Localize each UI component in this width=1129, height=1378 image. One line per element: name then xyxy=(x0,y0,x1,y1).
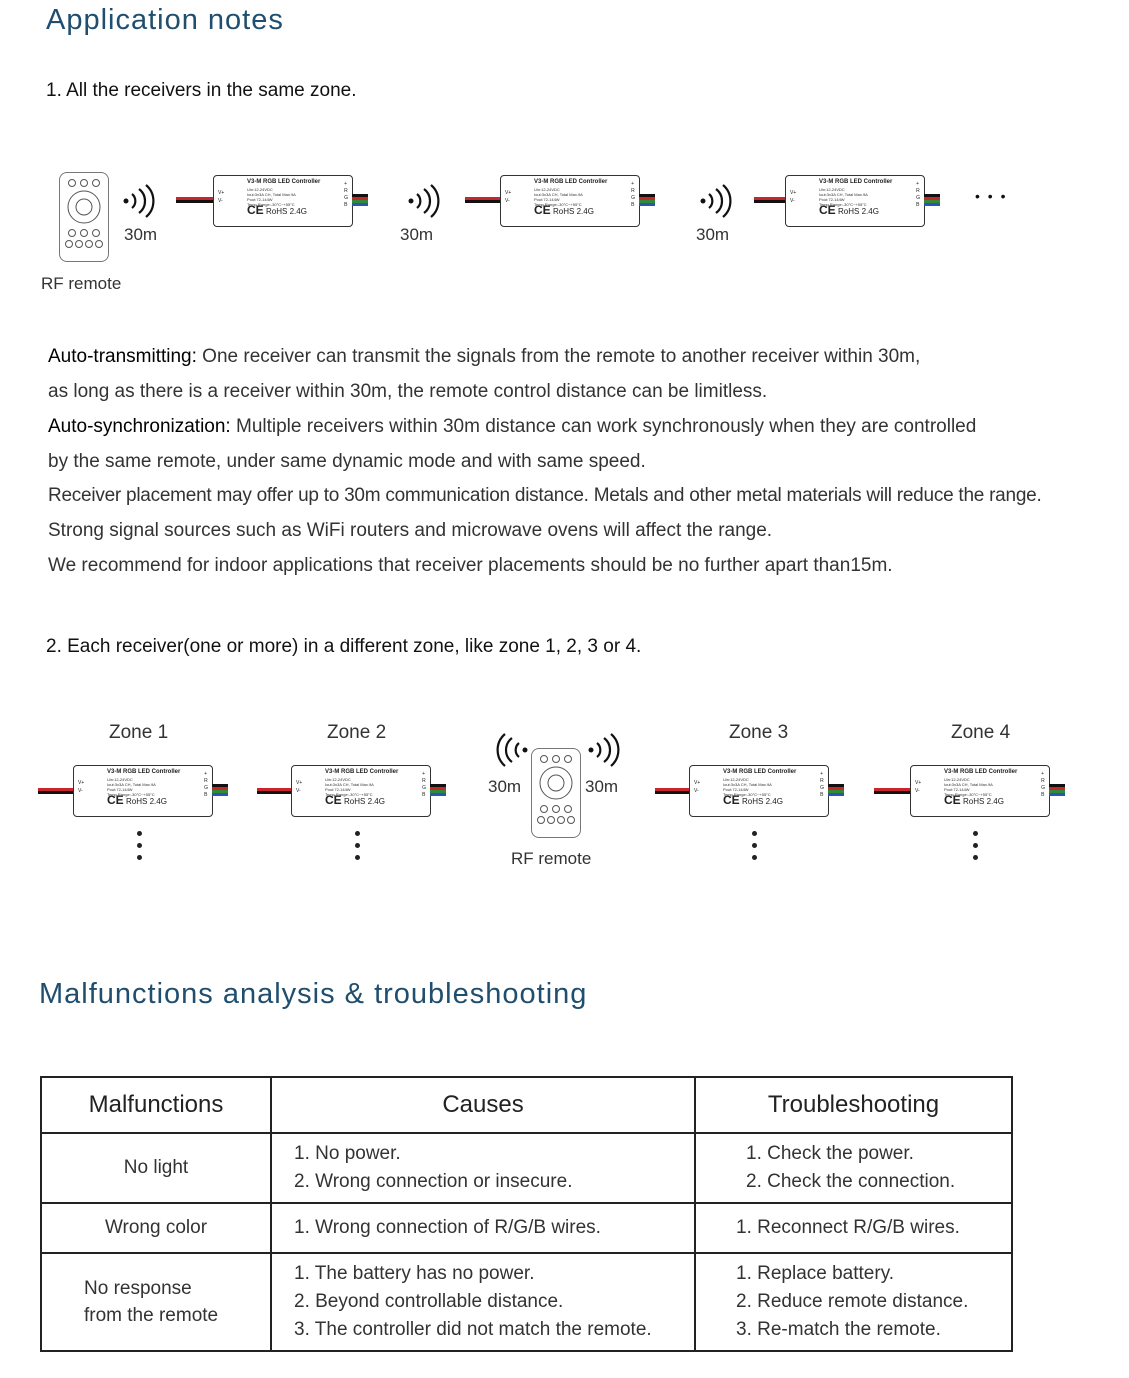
fixes-cell: 1. Replace battery. 2. Reduce remote distance. 3. Re-match the remote. xyxy=(695,1253,1012,1351)
controller-v3m: V3-M RGB LED Controller Uin:12-24VDC Iout:3x3A CH, Total Max.9A Pout:72-144W Temp Range:-30°C~+55°C CE RoHS 2.4G V+ V- + R G B xyxy=(785,175,925,227)
malfunction-cell: Wrong color xyxy=(41,1203,271,1253)
section-title-malfunctions: Malfunctions analysis & troubleshooting xyxy=(39,978,588,1010)
input-wire xyxy=(655,788,690,794)
paragraph-line: Strong signal sources such as WiFi routers and microwave ovens will affect the range. xyxy=(48,520,773,541)
remote-buttons-icon xyxy=(532,749,580,837)
distance-label: 30m xyxy=(124,225,158,244)
input-wire xyxy=(874,788,911,794)
signal-waves-left-icon xyxy=(494,733,530,767)
vertical-dot xyxy=(355,831,360,836)
vertical-dot xyxy=(137,843,142,848)
table-row xyxy=(41,1133,1012,1203)
rf-remote-label: RF remote xyxy=(41,274,122,293)
vertical-dot xyxy=(355,843,360,848)
causes-cell: 1. No power. 2. Wrong connection or insecure. xyxy=(271,1133,695,1203)
input-wire xyxy=(176,197,214,203)
table-row xyxy=(41,1203,1012,1253)
vertical-dot xyxy=(752,831,757,836)
paragraph-line: by the same remote, under same dynamic mode and with same speed. xyxy=(48,451,646,472)
input-wire xyxy=(754,197,786,203)
rgb-output-wire xyxy=(1049,784,1065,796)
controller-v3m: V3-M RGB LED Controller Uin:12-24VDC Iout:3x3A CH, Total Max.9A Pout:72-144W Temp Range:-30°C~+55°C CE RoHS 2.4G V+ V- + R G B xyxy=(500,175,640,227)
rgb-output-wire xyxy=(924,194,940,206)
rgb-output-wire xyxy=(639,194,655,206)
distance-label: 30m xyxy=(488,777,522,796)
controller-v3m: V3-M RGB LED Controller Uin:12-24VDC Iout:3x3A CH, Total Max.9A Pout:72-144W Temp Range:-30°C~+55°C CE RoHS 2.4G V+ V- + R G B xyxy=(213,175,353,227)
rgb-output-wire xyxy=(352,194,368,206)
controller-v3m: V3-M RGB LED Controller Uin:12-24VDC Iout:3x3A CH, Total Max.9A Pout:72-144W Temp Range:-30°C~+55°C CE RoHS 2.4G V+ V- + R G B xyxy=(291,765,431,817)
paragraph-line: We recommend for indoor applications that receiver placements should be no further apart than15m. xyxy=(48,555,893,576)
paragraph-line: as long as there is a receiver within 30m, the remote control distance can be limitless. xyxy=(48,381,768,402)
input-wire xyxy=(465,197,501,203)
vertical-dot xyxy=(137,831,142,836)
signal-waves-icon xyxy=(406,184,442,218)
zone-label: Zone 1 xyxy=(109,722,169,743)
distance-label: 30m xyxy=(585,777,619,796)
signal-waves-right-icon xyxy=(586,733,622,767)
continuation-dots: • • • xyxy=(975,188,1008,204)
zone-label: Zone 2 xyxy=(327,722,387,743)
paragraph-line: Receiver placement may offer up to 30m communication distance. Metals and other metal materials will reduce the range. xyxy=(48,485,1042,506)
causes-cell: 1. Wrong connection of R/G/B wires. xyxy=(271,1203,695,1253)
distance-label: 30m xyxy=(400,225,434,244)
auto-transmitting-line: Auto-transmitting: One receiver can transmit the signals from the remote to another receiver within 30m, xyxy=(48,346,921,367)
vertical-dot xyxy=(137,855,142,860)
rf-remote-label: RF remote xyxy=(511,849,592,868)
table-row xyxy=(41,1253,1012,1351)
vertical-dot xyxy=(973,843,978,848)
fixes-cell: 1. Reconnect R/G/B wires. xyxy=(695,1203,1012,1253)
rf-remote-image xyxy=(59,172,109,262)
header-causes: Causes xyxy=(271,1077,695,1133)
vertical-dot xyxy=(355,855,360,860)
rgb-output-wire xyxy=(212,784,228,796)
signal-waves-icon xyxy=(121,184,157,218)
controller-v3m: V3-M RGB LED Controller Uin:12-24VDC Iout:3x3A CH, Total Max.9A Pout:72-144W Temp Range:-30°C~+55°C CE RoHS 2.4G V+ V- + R G B xyxy=(910,765,1050,817)
zone-label: Zone 3 xyxy=(729,722,789,743)
vertical-dot xyxy=(752,843,757,848)
controller-v3m: V3-M RGB LED Controller Uin:12-24VDC Iout:3x3A CH, Total Max.9A Pout:72-144W Temp Range:-30°C~+55°C CE RoHS 2.4G V+ V- + R G B xyxy=(73,765,213,817)
controller-v3m: V3-M RGB LED Controller Uin:12-24VDC Iout:3x3A CH, Total Max.9A Pout:72-144W Temp Range:-30°C~+55°C CE RoHS 2.4G V+ V- + R G B xyxy=(689,765,829,817)
malfunction-cell: No response from the remote xyxy=(41,1253,271,1351)
malfunction-cell: No light xyxy=(41,1133,271,1203)
rf-remote-image xyxy=(531,748,581,838)
header-malfunctions: Malfunctions xyxy=(41,1077,271,1133)
vertical-dot xyxy=(973,831,978,836)
section-title-application-notes: Application notes xyxy=(46,4,284,36)
distance-label: 30m xyxy=(696,225,730,244)
signal-waves-icon xyxy=(698,184,734,218)
input-wire xyxy=(38,788,74,794)
note-1-heading: 1. All the receivers in the same zone. xyxy=(46,80,357,101)
troubleshooting-table xyxy=(40,1076,1013,1352)
vertical-dot xyxy=(752,855,757,860)
rgb-output-wire xyxy=(828,784,844,796)
remote-buttons-icon xyxy=(60,173,108,261)
input-wire xyxy=(257,788,292,794)
causes-cell: 1. The battery has no power. 2. Beyond controllable distance. 3. The controller did not match the remote. xyxy=(271,1253,695,1351)
rgb-output-wire xyxy=(430,784,446,796)
table-header-row xyxy=(41,1077,1012,1133)
auto-synchronization-line: Auto-synchronization: Multiple receivers within 30m distance can work synchronously when they are controlled xyxy=(48,416,977,437)
zone-label: Zone 4 xyxy=(951,722,1011,743)
note-2-heading: 2. Each receiver(one or more) in a different zone, like zone 1, 2, 3 or 4. xyxy=(46,636,642,657)
header-troubleshooting: Troubleshooting xyxy=(695,1077,1012,1133)
vertical-dot xyxy=(973,855,978,860)
fixes-cell: 1. Check the power. 2. Check the connection. xyxy=(695,1133,1012,1203)
